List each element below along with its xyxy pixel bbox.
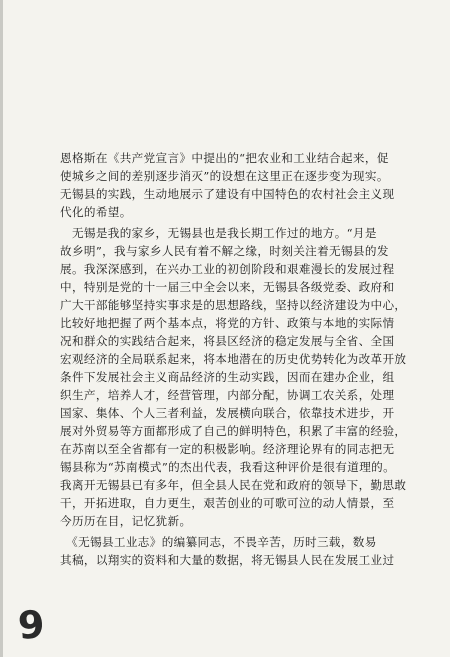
text-line: 况和群众的实践结合起来，将县区经济的稳定发展与全省、全国 <box>60 334 395 348</box>
text-line: 织生产，培养人才，经营管理，内部分配，协调工农关系，处理 <box>60 388 395 402</box>
text-line: 恩格斯在《共产党宣言》中提出的“把农业和工业结合起来，促 <box>60 151 389 165</box>
text-line: 《无锡县工业志》的编纂同志，不畏辛苦，历时三载，数易 <box>60 535 377 549</box>
scan-edge <box>0 0 3 657</box>
text-line: 无锡是我的家乡，无锡县也是我长期工作过的地方。“月是 <box>60 226 377 240</box>
text-line: 在苏南以至全省都有一定的积极影响。经济理论界有的同志把无 <box>60 442 395 456</box>
text-line: 中，特别是党的十一届三中全会以来，无锡县各级党委、政府和 <box>60 280 395 294</box>
text-line: 今历历在目，记忆犹新。 <box>60 514 192 528</box>
text-line: 展。我深深感到，在兴办工业的初创阶段和艰难漫长的发展过程 <box>60 262 395 276</box>
body-text <box>60 149 434 569</box>
text-line: 比较好地把握了两个基本点，将党的方针、政策与本地的实际情 <box>60 316 395 330</box>
text-line: 我离开无锡县已有多年，但全县人民在党和政府的领导下，勤思敢 <box>60 478 407 492</box>
page-number: 9 <box>16 602 46 648</box>
text-line: 其稿，以翔实的资料和大量的数据，将无锡县人民在发展工业过 <box>60 553 395 567</box>
text-line: 代化的希望。 <box>60 205 132 219</box>
text-line: 展对外贸易等方面都形成了自己的鲜明特色，积累了丰富的经验， <box>60 424 407 438</box>
text-line: 宏观经济的全局联系起来，将本地潜在的历史优势转化为改革开放 <box>60 352 407 366</box>
text-line: 条件下发展社会主义商品经济的生动实践，因而在建办企业，组 <box>60 370 395 384</box>
text-line: 广大干部能够坚持实事求是的思想路线，坚持以经济建设为中心， <box>60 298 407 312</box>
text-line: 故乡明”，我与家乡人民有着不解之缘，时刻关注着无锡县的发 <box>60 244 389 258</box>
text-line: 无锡县的实践，生动地展示了建设有中国特色的农村社会主义现 <box>60 187 395 201</box>
text-line: 使城乡之间的差别逐步消灭”的设想在这里正在逐步变为现实。 <box>60 169 389 183</box>
text-line: 锡县称为“苏南模式”的杰出代表，我看这种评价是很有道理的。 <box>60 460 396 474</box>
text-line: 干，开拓进取，自力更生，艰苦创业的可歌可泣的动人情景，至 <box>60 496 395 510</box>
text-line: 国家、集体、个人三者利益，发展横向联合，依靠技术进步，开 <box>60 406 395 420</box>
